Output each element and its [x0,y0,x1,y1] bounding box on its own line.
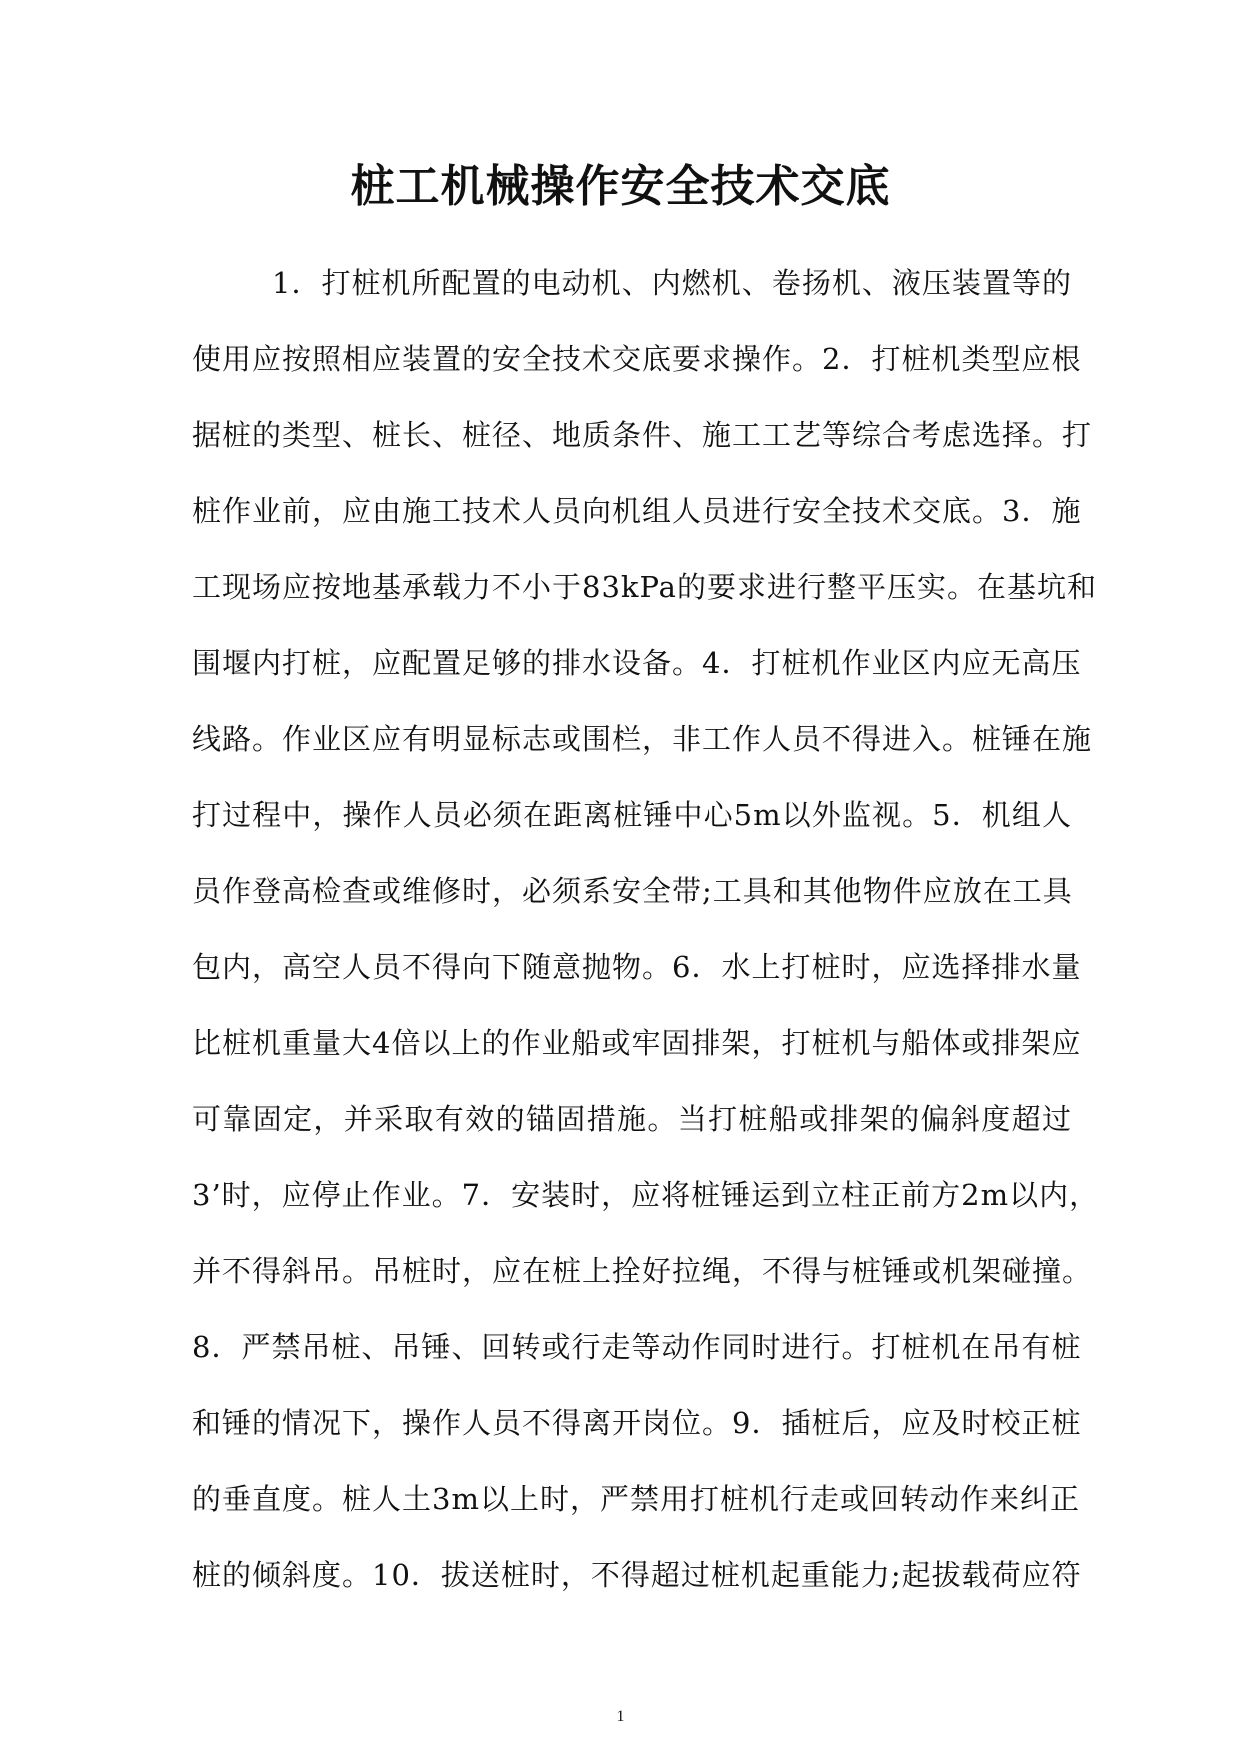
paragraph-line: 围堰内打桩，应配置足够的排水设备。4．打桩机作业区内应无高压 [192,646,1082,680]
paragraph-line: 1．打桩机所配置的电动机、内燃机、卷扬机、液压装置等的 [272,266,1072,300]
paragraph-line: 比桩机重量大4倍以上的作业船或牢固排架，打桩机与船体或排架应 [192,1026,1082,1060]
page-number: 1 [616,1708,625,1725]
paragraph-line: 桩作业前，应由施工技术人员向机组人员进行安全技术交底。3．施 [192,494,1082,528]
paragraph-line: 桩的倾斜度。10．拔送桩时，不得超过桩机起重能力;起拔载荷应符 [192,1558,1082,1592]
paragraph-line: 据桩的类型、桩长、桩径、地质条件、施工工艺等综合考虑选择。打 [192,418,1093,452]
paragraph-line: 可靠固定，并采取有效的锚固措施。当打桩船或排架的偏斜度超过 [192,1102,1072,1136]
paragraph-line: 员作登高检查或维修时，必须系安全带;工具和其他物件应放在工具 [192,874,1073,908]
paragraph-line: 使用应按照相应装置的安全技术交底要求操作。2．打桩机类型应根 [192,342,1082,376]
paragraph-line: 工现场应按地基承载力不小于83kPa的要求进行整平压实。在基坑和 [192,570,1097,604]
paragraph-line: 和锤的情况下，操作人员不得离开岗位。9．插桩后，应及时校正桩 [192,1406,1082,1440]
paragraph-line: 并不得斜吊。吊桩时，应在桩上拴好拉绳，不得与桩锤或机架碰撞。 [192,1254,1093,1288]
paragraph-line: 打过程中，操作人员必须在距离桩锤中心5m以外监视。5．机组人 [192,798,1072,832]
document-body [192,258,1100,1626]
paragraph-line: 3’时，应停止作业。7．安装时，应将桩锤运到立柱正前方2m以内， [192,1178,1100,1212]
document-title: 桩工机械操作安全技术交底 [350,161,891,212]
paragraph-line: 线路。作业区应有明显标志或围栏，非工作人员不得进入。桩锤在施 [192,722,1093,756]
paragraph-line: 包内，高空人员不得向下随意抛物。6．水上打桩时，应选择排水量 [192,950,1082,984]
paragraph-line: 的垂直度。桩人土3m以上时，严禁用打桩机行走或回转动作来纠正 [192,1482,1080,1516]
paragraph-line: 8．严禁吊桩、吊锤、回转或行走等动作同时进行。打桩机在吊有桩 [192,1330,1082,1364]
